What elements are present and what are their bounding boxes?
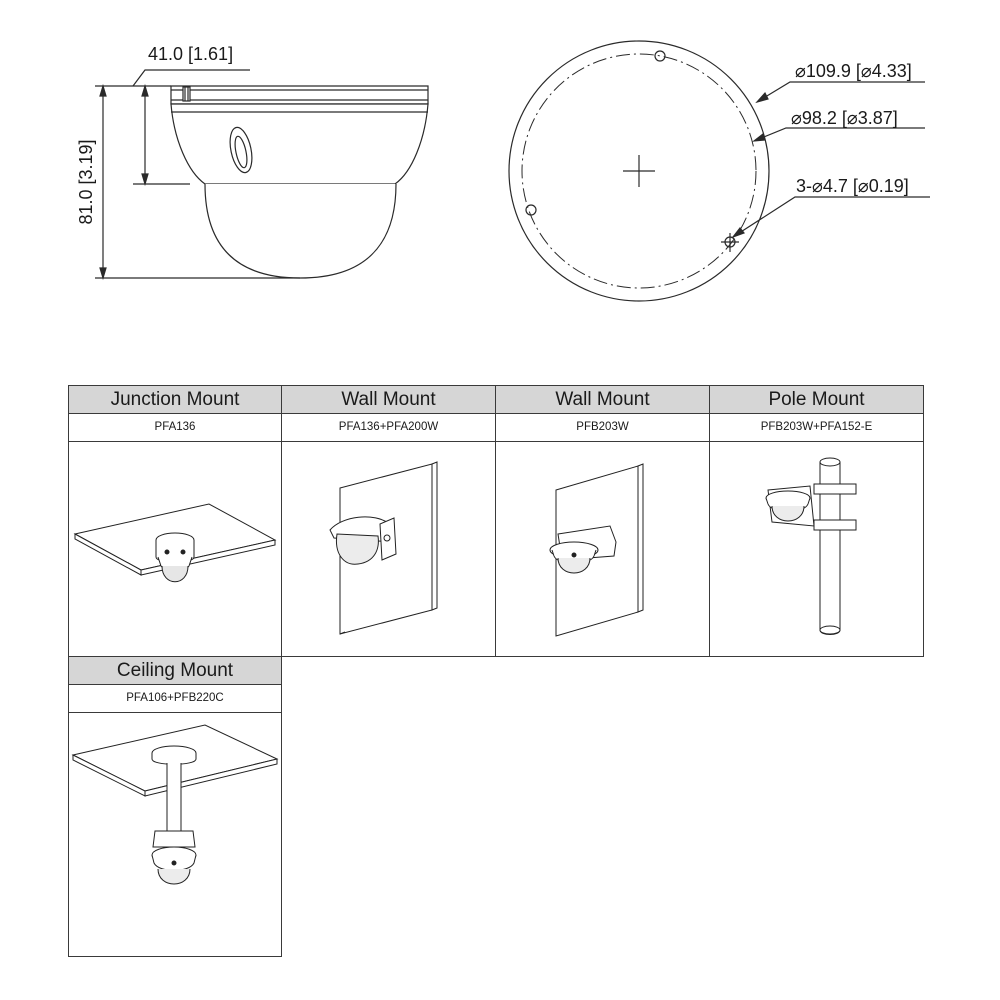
height-total-label: 81.0 [3.19] — [76, 139, 96, 225]
mount-title: Junction Mount — [69, 386, 281, 414]
wall-mount-1-illustration — [282, 442, 495, 656]
wall-mount-2-illustration — [496, 442, 709, 656]
mount-model: PFB203W+PFA152-E — [710, 413, 923, 442]
mount-cell-ceiling — [68, 656, 282, 957]
height-base-label: 41.0 [1.61] — [148, 44, 234, 64]
dimension-drawings — [0, 0, 1000, 340]
ceiling-mount-illustration — [69, 713, 281, 956]
holes-label: 3-⌀4.7 [⌀0.19] — [796, 176, 909, 196]
outer-diameter-label: ⌀109.9 [⌀4.33] — [795, 61, 912, 81]
mount-table — [68, 385, 924, 957]
inner-diameter-label: ⌀98.2 [⌀3.87] — [791, 108, 898, 128]
mount-model: PFB203W — [496, 413, 709, 442]
mount-cell-junction — [68, 385, 282, 657]
pole-mount-illustration — [710, 442, 923, 656]
mount-model: PFA136 — [69, 413, 281, 442]
mount-cell-wall-2 — [495, 385, 710, 657]
mount-cell-wall-1 — [281, 385, 496, 657]
mount-title: Pole Mount — [710, 386, 923, 414]
junction-mount-illustration — [69, 442, 281, 656]
mount-cell-pole — [709, 385, 924, 657]
mount-title: Ceiling Mount — [69, 657, 281, 685]
side-view — [95, 70, 428, 278]
mount-model: PFA106+PFB220C — [69, 684, 281, 713]
mount-title: Wall Mount — [496, 386, 709, 414]
mount-model: PFA136+PFA200W — [282, 413, 495, 442]
mount-title: Wall Mount — [282, 386, 495, 414]
